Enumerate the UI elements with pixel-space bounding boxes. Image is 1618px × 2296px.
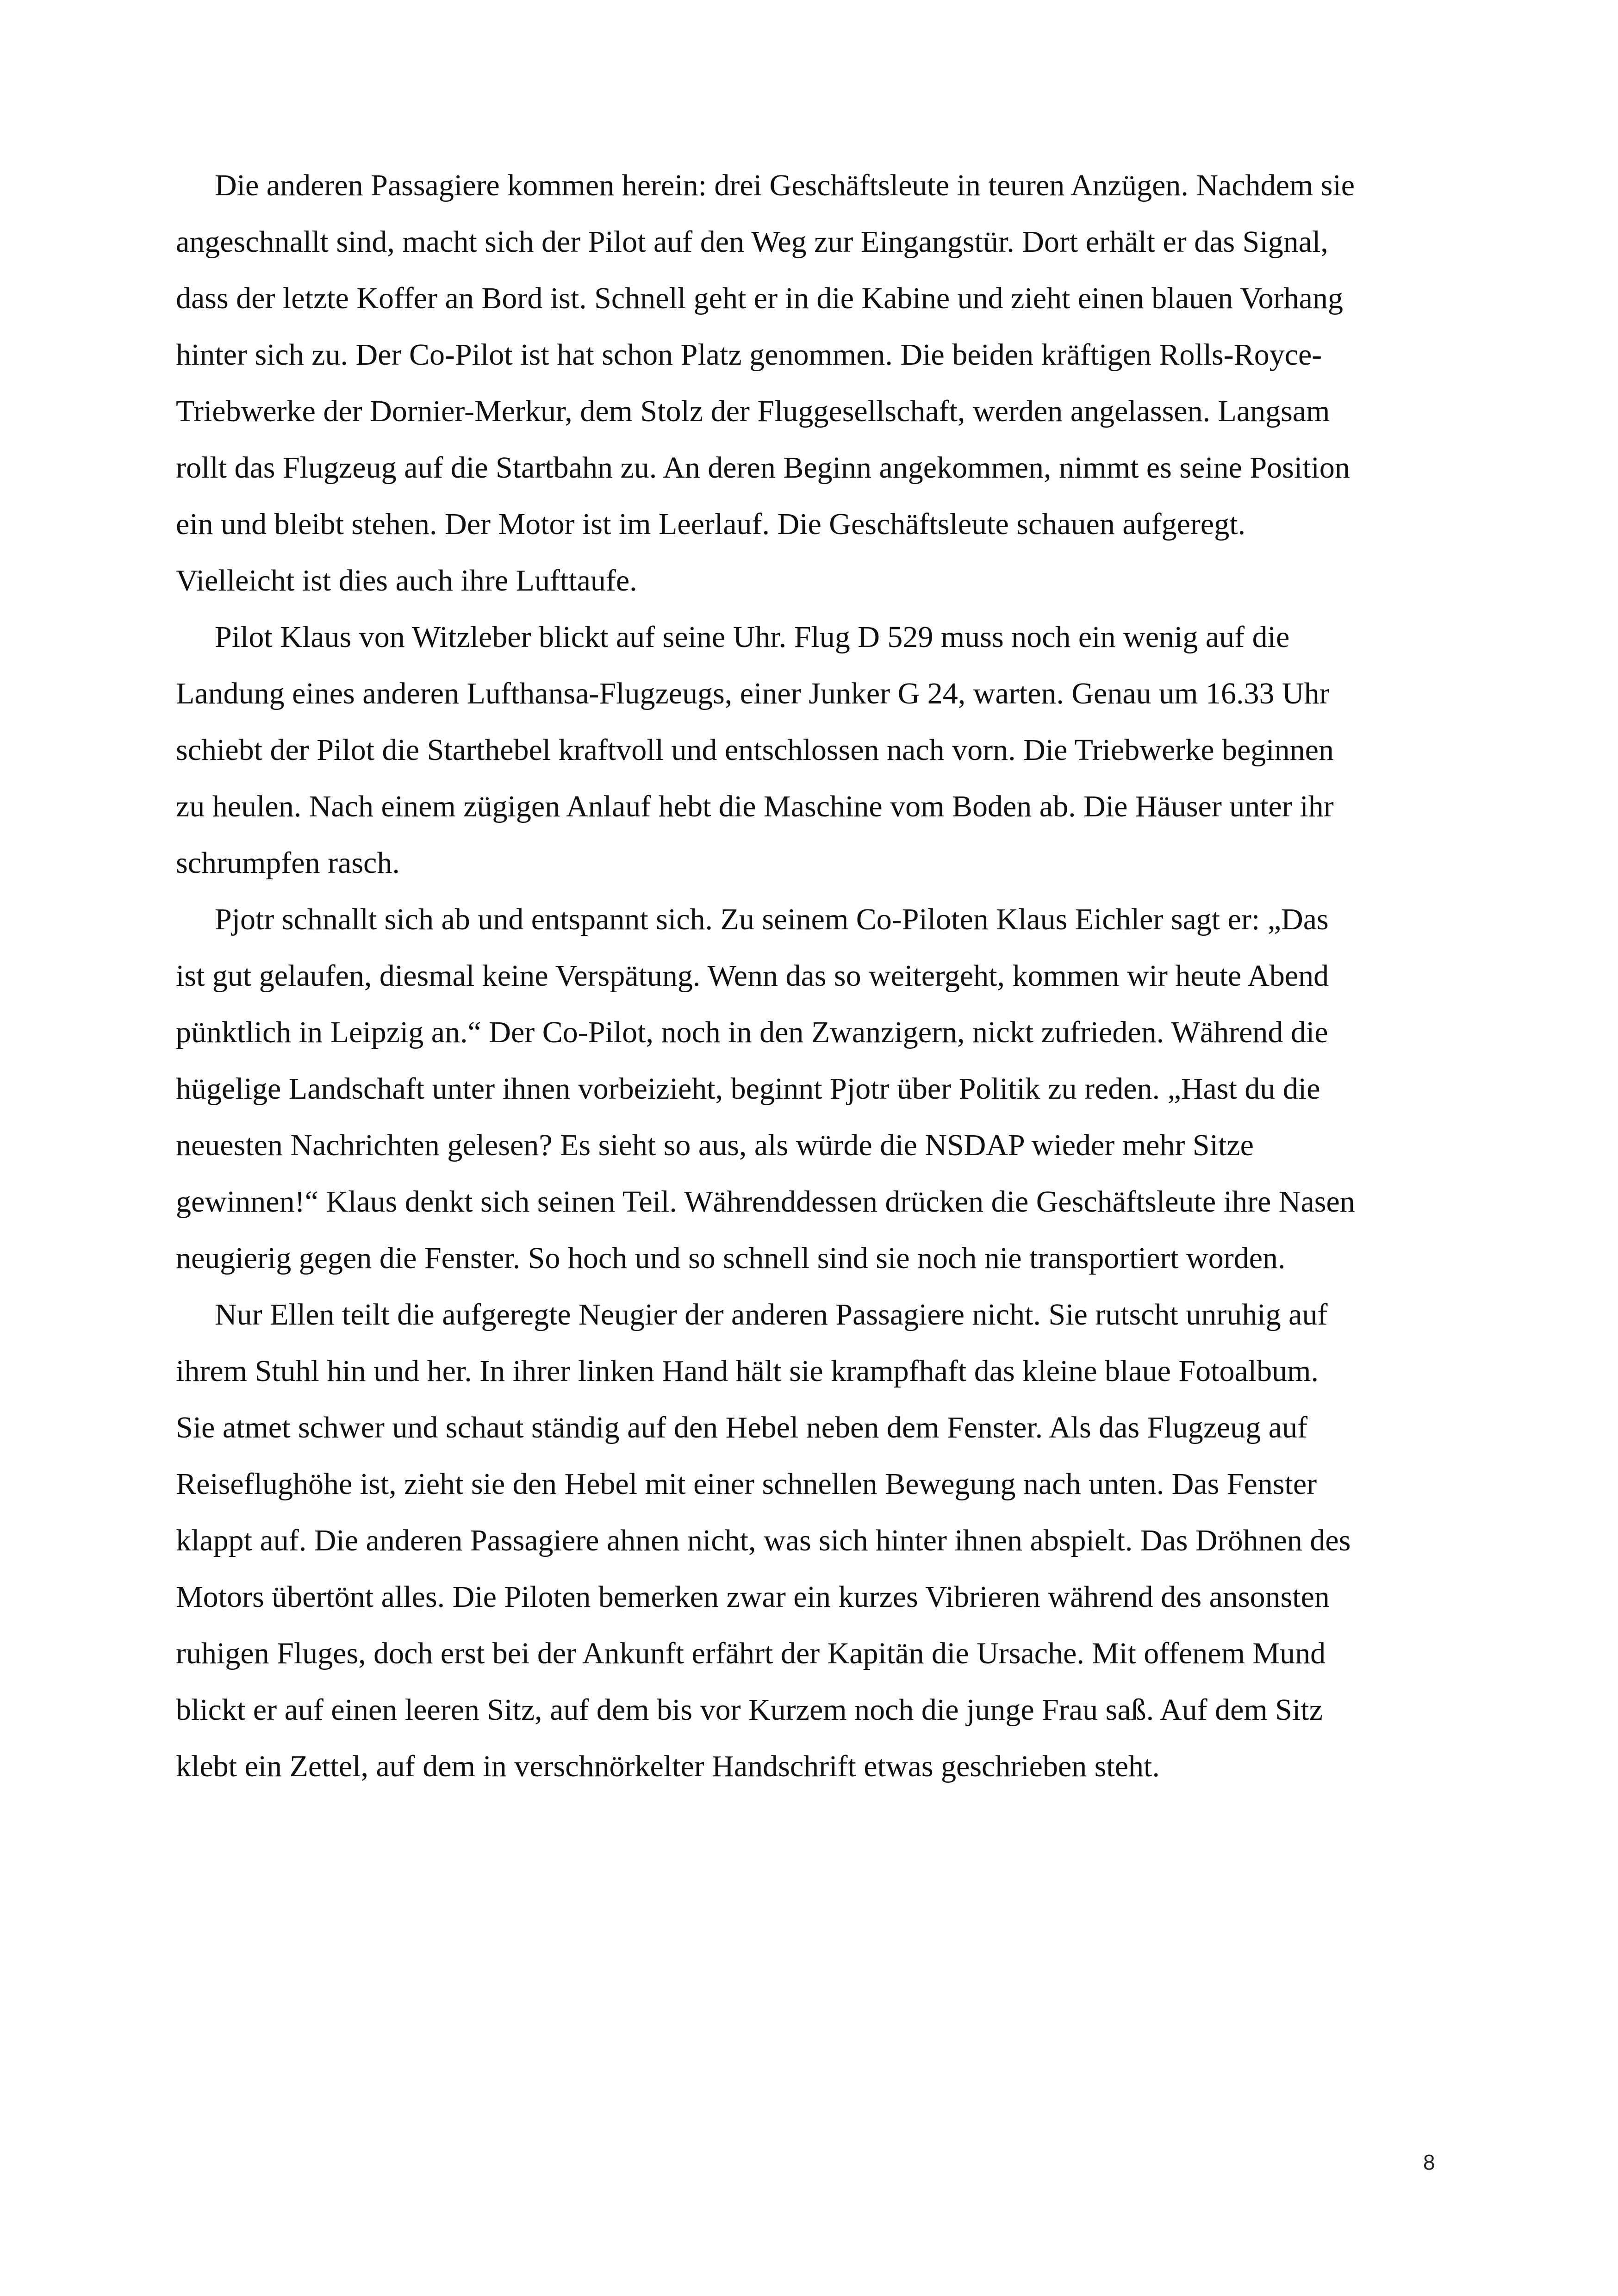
paragraph-1 <box>176 157 1449 609</box>
text-line: Reiseflughöhe ist, zieht sie den Hebel mit einer schnellen Bewegung nach unten. Das Fenster <box>176 1467 1317 1501</box>
text-line: Vielleicht ist dies auch ihre Lufttaufe. <box>176 564 637 597</box>
text-line: klebt ein Zettel, auf dem in verschnörkelter Handschrift etwas geschrieben steht. <box>176 1749 1160 1783</box>
text-line: Motors übertönt alles. Die Piloten bemerken zwar ein kurzes Vibrieren während des ansonsten <box>176 1580 1330 1614</box>
paragraph-2 <box>176 609 1449 891</box>
page-number: 8 <box>1423 2150 1435 2174</box>
text-line: Pjotr schnallt sich ab und entspannt sich. Zu seinem Co-Piloten Klaus Eichler sagt er: „Das <box>215 902 1329 936</box>
text-line: dass der letzte Koffer an Bord ist. Schnell geht er in die Kabine und zieht einen blauen Vorhang <box>176 281 1343 315</box>
text-line: Sie atmet schwer und schaut ständig auf den Hebel neben dem Fenster. Als das Flugzeug auf <box>176 1411 1308 1444</box>
text-line: schiebt der Pilot die Starthebel kraftvoll und entschlossen nach vorn. Die Triebwerke beginnen <box>176 733 1334 767</box>
text-line: ruhigen Fluges, doch erst bei der Ankunft erfährt der Kapitän die Ursache. Mit offenem Mund <box>176 1636 1326 1670</box>
text-line: ist gut gelaufen, diesmal keine Verspätung. Wenn das so weitergeht, kommen wir heute Abend <box>176 959 1329 993</box>
text-line: ihrem Stuhl hin und her. In ihrer linken Hand hält sie krampfhaft das kleine blaue Fotoalbum. <box>176 1354 1319 1388</box>
text-line: ein und bleibt stehen. Der Motor ist im Leerlauf. Die Geschäftsleute schauen aufgeregt. <box>176 507 1246 541</box>
text-line: Triebwerke der Dornier-Merkur, dem Stolz der Fluggesellschaft, werden angelassen. Langsam <box>176 394 1330 428</box>
text-line: schrumpfen rasch. <box>176 846 400 880</box>
body-text <box>176 157 1449 1795</box>
text-line: blickt er auf einen leeren Sitz, auf dem bis vor Kurzem noch die junge Frau saß. Auf dem Sitz <box>176 1693 1323 1727</box>
text-line: klappt auf. Die anderen Passagiere ahnen nicht, was sich hinter ihnen abspielt. Das Dröhnen des <box>176 1524 1351 1557</box>
text-line: zu heulen. Nach einem zügigen Anlauf hebt die Maschine vom Boden ab. Die Häuser unter ihr <box>176 790 1334 823</box>
text-line: Pilot Klaus von Witzleber blickt auf seine Uhr. Flug D 529 muss noch ein wenig auf die <box>215 620 1290 654</box>
text-line: rollt das Flugzeug auf die Startbahn zu. An deren Beginn angekommen, nimmt es seine Position <box>176 451 1350 485</box>
text-line: Landung eines anderen Lufthansa-Flugzeugs, einer Junker G 24, warten. Genau um 16.33 Uhr <box>176 677 1330 710</box>
text-line: angeschnallt sind, macht sich der Pilot auf den Weg zur Eingangstür. Dort erhält er das Signal, <box>176 225 1328 259</box>
paragraph-3 <box>176 891 1449 1287</box>
text-line: hügelige Landschaft unter ihnen vorbeizieht, beginnt Pjotr über Politik zu reden. „Hast du die <box>176 1072 1320 1106</box>
text-line: Nur Ellen teilt die aufgeregte Neugier der anderen Passagiere nicht. Sie rutscht unruhig auf <box>215 1298 1328 1332</box>
text-line: neuesten Nachrichten gelesen? Es sieht so aus, als würde die NSDAP wieder mehr Sitze <box>176 1128 1254 1162</box>
text-line: Die anderen Passagiere kommen herein: drei Geschäftsleute in teuren Anzügen. Nachdem sie <box>215 168 1355 202</box>
text-line: pünktlich in Leipzig an.“ Der Co-Pilot, noch in den Zwanzigern, nickt zufrieden. Während die <box>176 1015 1328 1049</box>
text-line: neugierig gegen die Fenster. So hoch und so schnell sind sie noch nie transportiert worden. <box>176 1241 1286 1275</box>
text-line: gewinnen!“ Klaus denkt sich seinen Teil. Währenddessen drücken die Geschäftsleute ihre Nasen <box>176 1185 1355 1219</box>
text-line: hinter sich zu. Der Co-Pilot ist hat schon Platz genommen. Die beiden kräftigen Rolls-Royce- <box>176 338 1322 372</box>
paragraph-4 <box>176 1287 1449 1795</box>
